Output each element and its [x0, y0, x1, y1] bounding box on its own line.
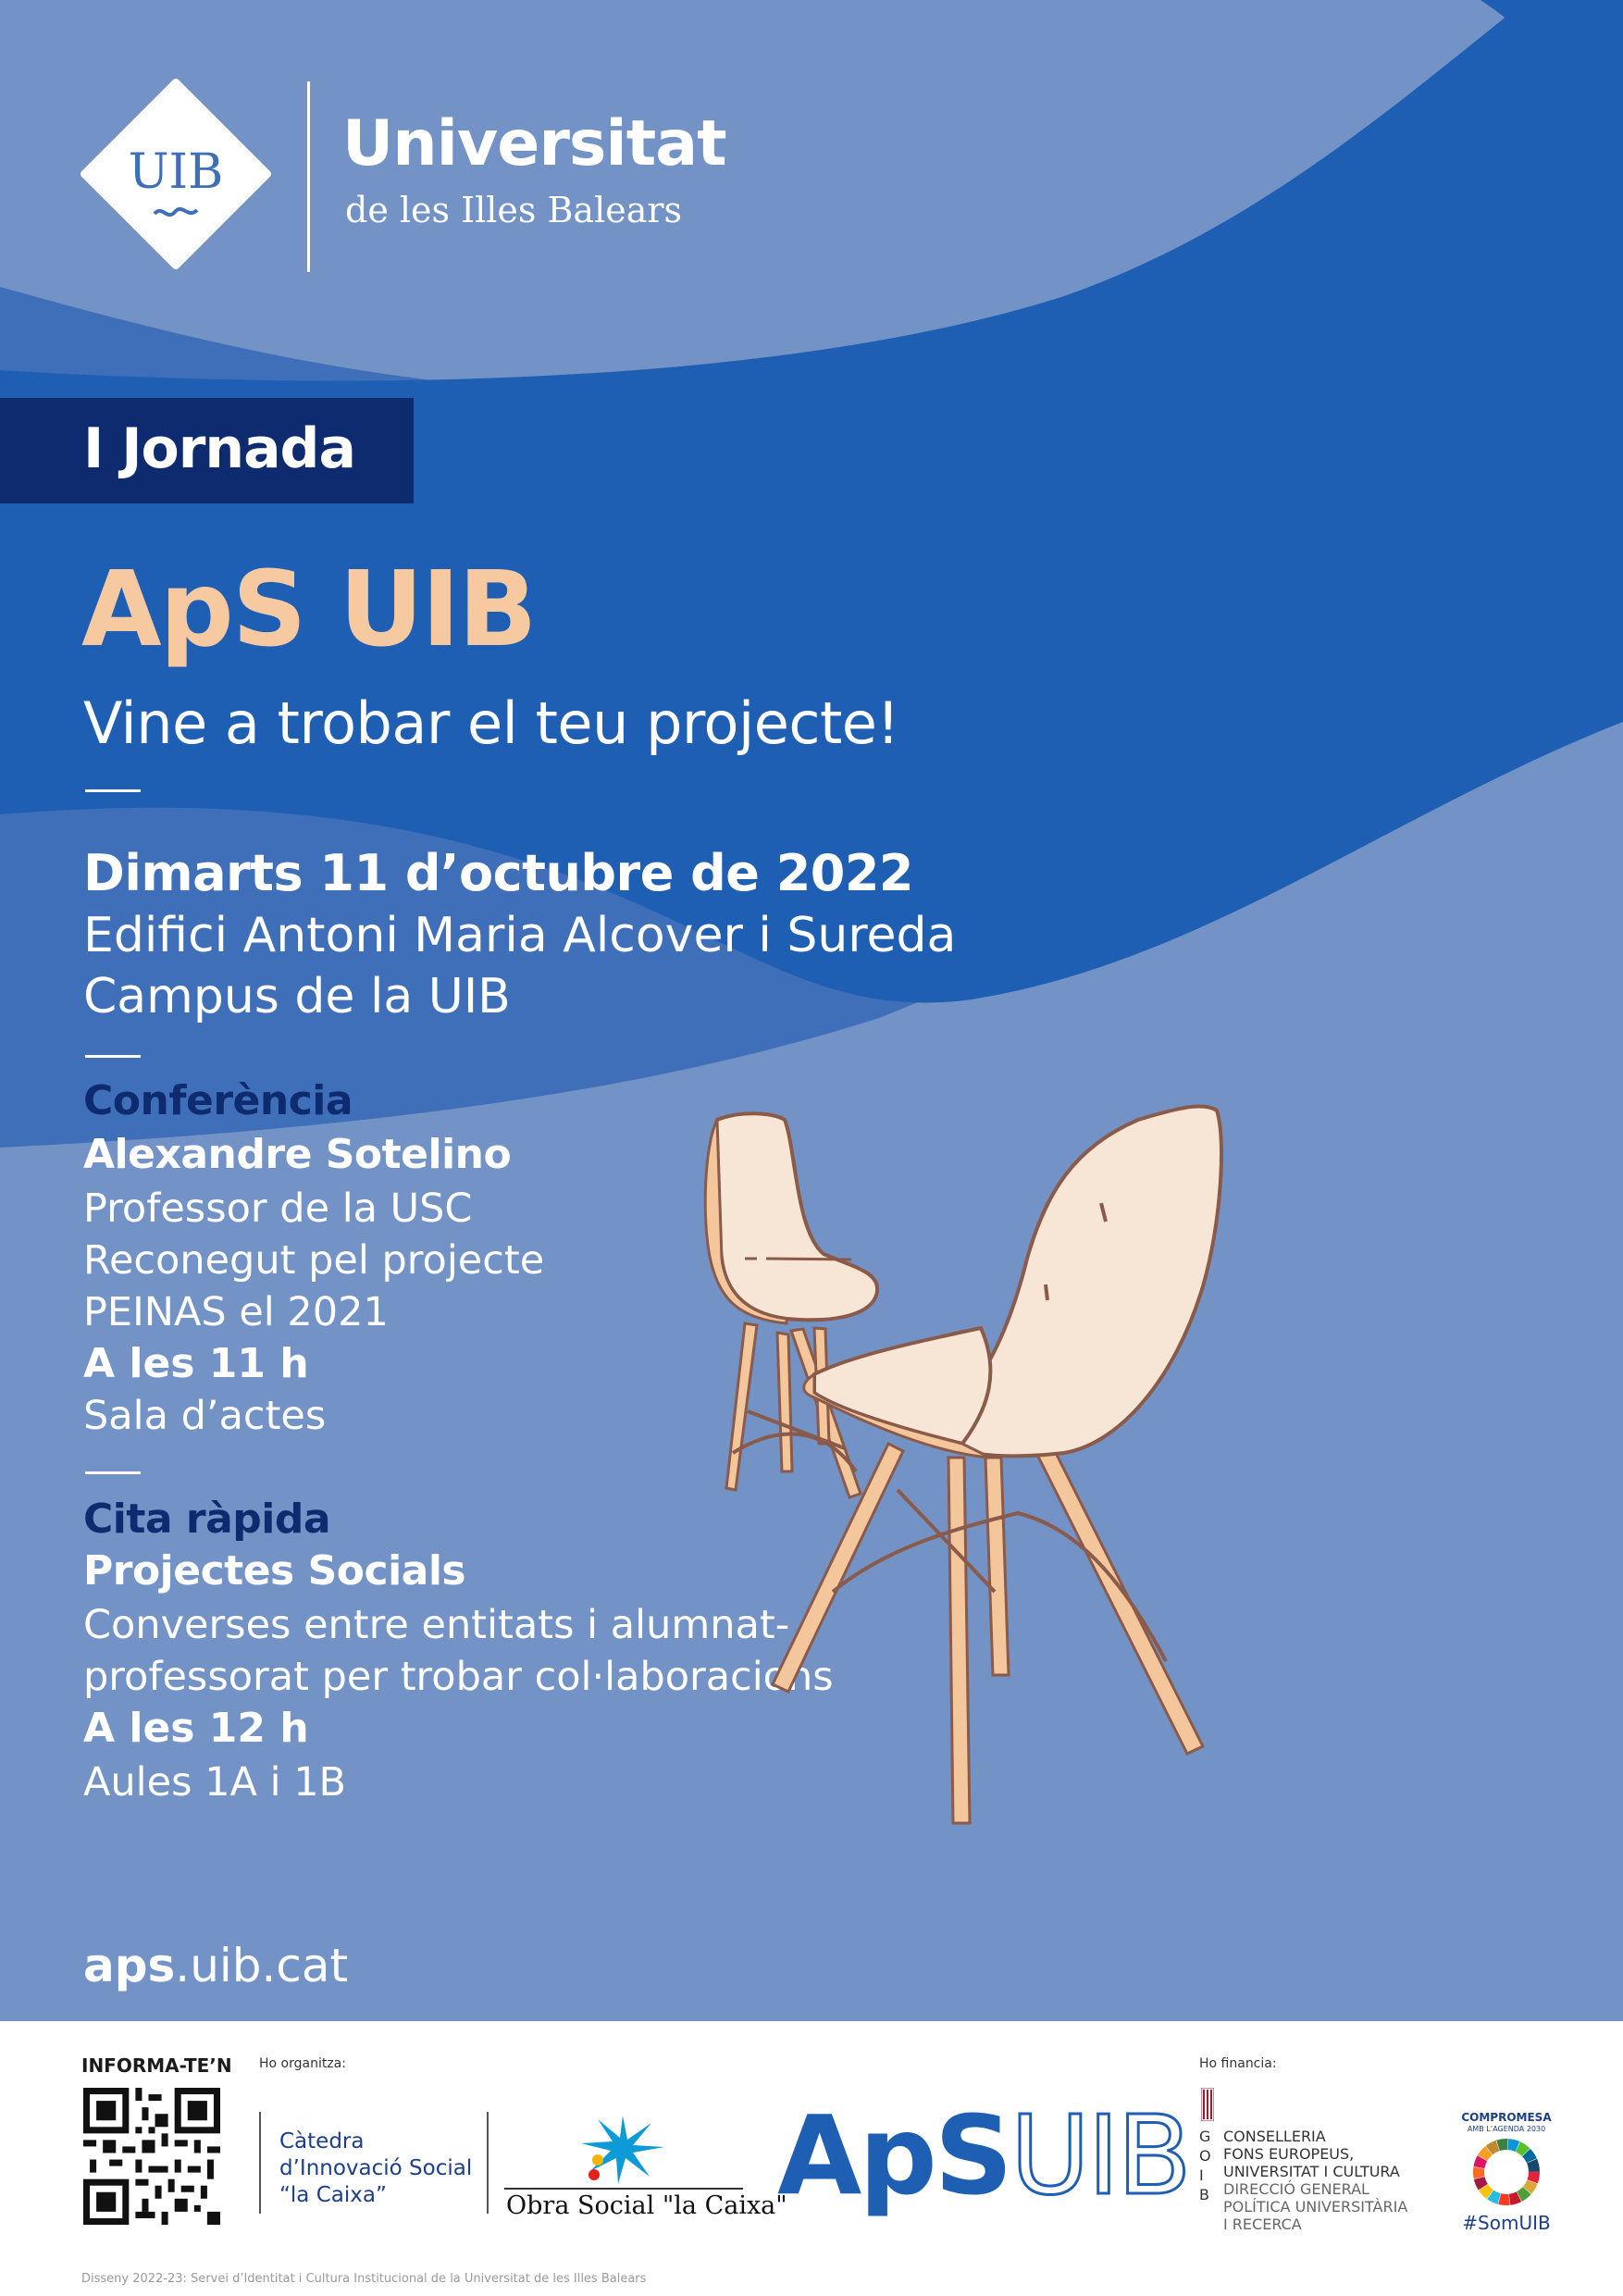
url-bold: aps [83, 1939, 176, 1992]
university-name: Universitat [342, 107, 726, 180]
website-url[interactable] [83, 1939, 348, 1992]
venue-line-2: Campus de la UIB [83, 969, 511, 1024]
catedra-text [279, 2128, 472, 2209]
sdg-label: COMPROMESA [1461, 2111, 1552, 2124]
speed-meeting-heading: Cita ràpida [83, 1496, 331, 1543]
uib-logo-icon [79, 77, 273, 271]
design-credits: Disseny 2022-23: Servei d’Identitat i Cultura Institucional de la Universitat de les Illes Balears [81, 2272, 647, 2286]
event-badge-text: I Jornada [83, 416, 355, 481]
goib-letters [1199, 2127, 1211, 2204]
catedra-line: Càtedra [279, 2129, 365, 2153]
sdg-label-2: AMB L’AGENDA 2030 [1467, 2125, 1546, 2133]
goib-line: UNIVERSITAT I CULTURA [1223, 2163, 1400, 2180]
goib-line: CONSELLERIA [1223, 2128, 1326, 2145]
logo-divider [307, 81, 310, 272]
sdg-wheel-icon [1470, 2136, 1542, 2208]
apsuib-logo [777, 2091, 1189, 2219]
catedra-line: d’Innovació Social [279, 2156, 473, 2180]
goib-line: FONS EUROPEUS, [1223, 2145, 1355, 2163]
footer-divider [487, 2112, 489, 2214]
conference-heading: Conferència [83, 1077, 353, 1124]
event-subtitle: Vine a trobar el teu projecte! [83, 689, 899, 757]
event-title: ApS UIB [81, 550, 536, 670]
informa-label: INFORMA-TE’N [81, 2054, 232, 2077]
caixa-star-icon [577, 2112, 668, 2186]
chairs-illustration [685, 1092, 1443, 1832]
goib-letter: G [1199, 2128, 1211, 2145]
goib-letter: I [1199, 2166, 1204, 2184]
footer-divider [259, 2112, 261, 2214]
university-subtitle: de les Illes Balears [345, 190, 683, 230]
logo-initials: UIB [128, 144, 224, 200]
conference-line: PEINAS el 2021 [83, 1289, 389, 1335]
qr-code-icon[interactable] [83, 2088, 220, 2225]
obra-underline [504, 2188, 743, 2190]
divider [85, 1471, 141, 1474]
conference-time: A les 11 h [83, 1340, 309, 1387]
venue-line-1: Edifici Antoni Maria Alcover i Sureda [83, 908, 957, 963]
divider [85, 1055, 141, 1058]
divider [85, 789, 141, 792]
conference-place: Sala d’actes [83, 1393, 327, 1439]
goib-line: POLÍTICA UNIVERSITÀRIA [1223, 2198, 1408, 2215]
speed-meeting-title: Projectes Socials [83, 1547, 466, 1595]
speed-meeting-time: A les 12 h [83, 1705, 309, 1752]
organitza-label: Ho organitza: [259, 2056, 346, 2071]
apsuib-bold: ApS [777, 2091, 1010, 2219]
goib-text [1223, 2128, 1407, 2233]
goib-line: I RECERCA [1223, 2215, 1302, 2233]
financia-label: Ho financia: [1199, 2056, 1277, 2071]
goib-flag-icon [1201, 2088, 1214, 2121]
speed-meeting-line: professorat per trobar col·laboracions [83, 1654, 834, 1700]
url-rest: .uib.cat [175, 1939, 349, 1992]
goib-line: DIRECCIÓ GENERAL [1223, 2180, 1369, 2198]
apsuib-outline: UIB [1010, 2091, 1189, 2219]
speed-meeting-line: Converses entre entitats i alumnat- [83, 1602, 790, 1648]
goib-letter: O [1199, 2147, 1211, 2165]
speed-meeting-place: Aules 1A i 1B [83, 1759, 347, 1806]
somuib-tag: #SomUIB [1462, 2212, 1551, 2234]
event-date: Dimarts 11 d’octubre de 2022 [83, 844, 913, 902]
goib-letter: B [1199, 2186, 1209, 2203]
catedra-line: “la Caixa” [279, 2183, 387, 2207]
conference-speaker: Alexandre Sotelino [83, 1131, 512, 1178]
conference-line: Professor de la USC [83, 1185, 473, 1232]
conference-line: Reconegut pel projecte [83, 1237, 545, 1284]
obra-social-text: Obra Social "la Caixa" [506, 2191, 787, 2220]
